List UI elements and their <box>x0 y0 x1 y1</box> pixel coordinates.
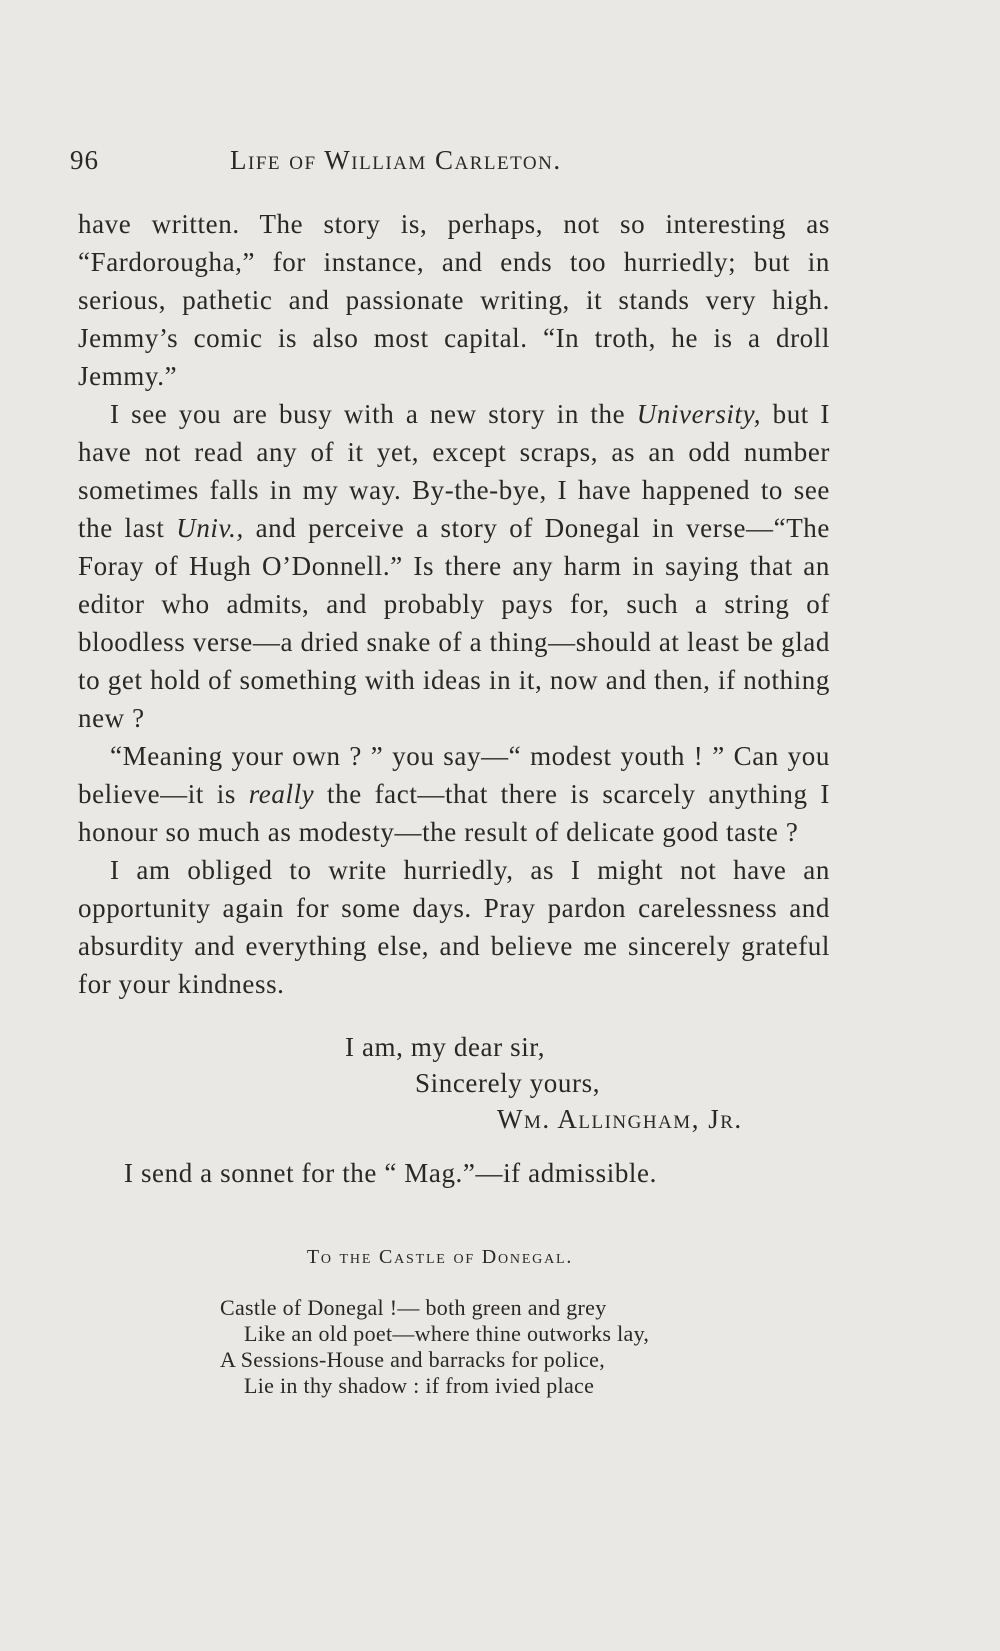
text-segment: and perceive a story of Donegal in verse—“The Foray of Hugh O’Donnell.” Is there any harm in saying that an editor who admits, and probably pays for, such a string of bloodless verse—a dried snake of a thing—should at least be glad to get hold of something with ideas in it, now and then, if nothing new ? <box>78 513 830 733</box>
text-segment: have written. The story is, perhaps, not so interesting as “Fardorougha,” for instance, and ends too hurriedly; but in serious, pathetic and passionate writing, it stands very high. Jemmy’s comic is also most capital. “In troth, he is a droll Jemmy.” <box>78 209 830 391</box>
italic-segment: really <box>248 779 315 809</box>
poem-line: Lie in thy shadow : if from ivied place <box>244 1373 595 1398</box>
page-number: 96 <box>70 145 99 175</box>
text-segment: the fact—that there is scarcely anything I honour so much as modesty—the result of delicate good taste ? <box>78 779 830 847</box>
poem-line: A Sessions-House and barracks for police, <box>220 1347 605 1372</box>
paragraph <box>78 205 830 395</box>
poem-line: Castle of Donegal !— both green and grey <box>220 1295 607 1320</box>
letter-valediction: Sincerely yours, <box>415 1068 601 1098</box>
page-header <box>70 145 770 185</box>
text-segment: but I have not read any of it yet, except scraps, as an odd number sometimes falls in my way. By-the-bye, I have happened to see the last <box>78 399 831 543</box>
letter-signature: Wm. Allingham, Jr. <box>497 1104 743 1134</box>
letter-body <box>78 205 830 1003</box>
running-title: Life of William Carleton. <box>230 145 562 175</box>
italic-segment: Univ., <box>176 513 244 543</box>
text-segment: “Meaning your own ? ” you say—“ modest youth ! ” Can you believe—it is <box>78 741 830 809</box>
paragraph <box>78 395 830 737</box>
poem <box>220 1295 649 1399</box>
text-segment: I am obliged to write hurriedly, as I might not have an opportunity again for some days. Pray pardon carelessness and absurdity and everything else, and believe me sincerely grateful for your kindness. <box>78 855 830 999</box>
paragraph <box>78 737 830 851</box>
italic-segment: University, <box>636 399 762 429</box>
paragraph <box>78 851 830 1003</box>
text-segment: I see you are busy with a new story in the <box>110 399 637 429</box>
poem-title: To the Castle of Donegal. <box>306 1246 574 1268</box>
poem-line: Like an old poet—where thine outworks lay, <box>244 1321 650 1346</box>
letter-closing: I am, my dear sir, <box>345 1032 546 1062</box>
postscript: I send a sonnet for the “ Mag.”—if admissible. <box>124 1158 657 1188</box>
